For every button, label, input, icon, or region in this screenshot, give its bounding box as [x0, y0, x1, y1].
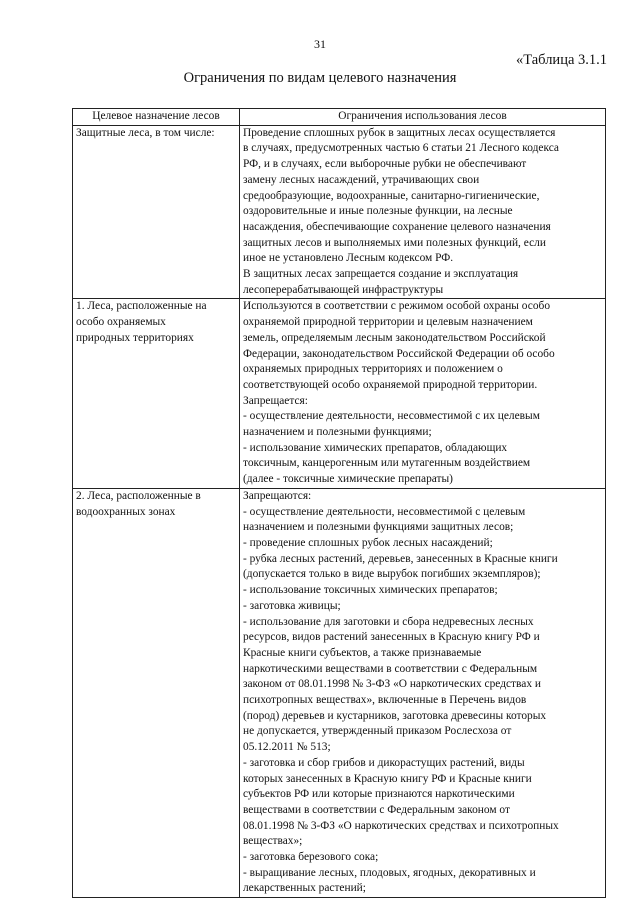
cell-text-line: Запрещаются: — [243, 489, 312, 502]
cell-text-line: - использование токсичных химических препаратов; — [243, 584, 498, 597]
cell-text-line: (допускается только в виде вырубок погибших экземпляров); — [243, 568, 541, 581]
cell-text-line: - осуществление деятельности, несовместимой с целевым — [243, 505, 526, 518]
cell-text-line: (пород) деревьев и кустарников, заготовка древесины которых — [243, 709, 547, 722]
cell-text-line: (далее - токсичные химические препараты) — [243, 473, 453, 486]
restrictions-cell — [240, 299, 606, 488]
cell-text-line: В защитных лесах запрещается создание и эксплуатация — [243, 268, 519, 281]
cell-text-line: особо охраняемых — [76, 316, 166, 329]
restrictions-table — [72, 108, 606, 898]
cell-text-line: Защитные леса, в том числе: — [76, 126, 215, 139]
cell-text-line: иное не установлено Лесным кодексом РФ. — [243, 252, 454, 265]
cell-text-line: - использование для заготовки и сбора недревесных лесных — [243, 615, 534, 628]
cell-text-line: лекарственных растений; — [243, 882, 366, 895]
cell-text-line: оздоровительные и иные полезные функции, на лесные — [243, 205, 513, 218]
page-title: Ограничения по видам целевого назначения — [183, 70, 457, 86]
cell-text-line: насаждения, обеспечивающие сохранение целевого назначения — [243, 220, 551, 233]
cell-text-line: назначением и полезными функциями защитных лесов; — [243, 521, 514, 534]
cell-text-line: Красные книги субъектов, а также признаваемые — [243, 646, 482, 659]
cell-text-line: - выращивание лесных, плодовых, ягодных, декоративных и — [243, 866, 536, 879]
cell-text-line: средообразующие, водоохранные, санитарно-гигиенические, — [243, 189, 540, 202]
cell-text-line: 08.01.1998 № 3-ФЗ «О наркотических средствах и психотропных — [243, 819, 559, 832]
cell-text-line: Федерации, законодательством Российской Федерации об особо — [243, 347, 555, 360]
cell-text-line: - проведение сплошных рубок лесных насаждений; — [243, 536, 493, 549]
cell-text-line: защитных лесов и выполняемых ими полезных функций, если — [243, 236, 546, 249]
cell-text-line: субъектов РФ или которые признаются наркотическими — [243, 788, 515, 801]
cell-text-line: - рубка лесных растений, деревьев, занесенных в Красные книги — [243, 552, 558, 565]
cell-text-line: 2. Леса, расположенные в — [76, 489, 201, 502]
cell-text-line: ресурсов, видов растений занесенных в Красную книгу РФ и — [243, 631, 540, 644]
restrictions-cell — [240, 488, 606, 897]
page-number: 31 — [314, 37, 326, 51]
cell-text-line: соответствующей особо охраняемой природной территории. — [243, 378, 538, 391]
cell-text-line: веществами в соответствии с Федеральным законом от — [243, 803, 510, 816]
table-row — [73, 125, 606, 299]
column-header-purpose: Целевое назначение лесов — [73, 109, 240, 126]
cell-text-line: назначением и полезными функциями; — [243, 426, 432, 439]
cell-text-line: Проведение сплошных рубок в защитных лесах осуществляется — [243, 126, 556, 139]
table-reference: «Таблица 3.1.1 — [516, 52, 608, 68]
cell-text-line: - использование химических препаратов, обладающих — [243, 441, 508, 454]
table-row — [73, 299, 606, 488]
cell-text-line: охраняемых природных территориях и положением о — [243, 363, 503, 376]
cell-text-line: Запрещается: — [243, 394, 308, 407]
cell-text-line: земель, определяемым лесным законодательством Российской — [243, 331, 546, 344]
cell-text-line: наркотическими веществами в соответствии с Федеральным — [243, 662, 538, 675]
cell-text-line: веществах»; — [243, 835, 303, 848]
restrictions-cell — [240, 125, 606, 299]
cell-text-line: 1. Леса, расположенные на — [76, 300, 207, 313]
cell-text-line: - заготовка и сбор грибов и дикорастущих растений, виды — [243, 756, 525, 769]
cell-text-line: в случаях, предусмотренных частью 6 статьи 21 Лесного кодекса — [243, 142, 559, 155]
cell-text-line: которых занесенных в Красную книгу РФ и Красные книги — [243, 772, 532, 785]
cell-text-line: РФ, и в случаях, если выборочные рубки не обеспечивают — [243, 158, 527, 171]
purpose-cell — [73, 488, 240, 897]
table-body — [73, 125, 606, 897]
cell-text-line: охраняемой природной территории и целевым назначением — [243, 316, 533, 329]
purpose-cell — [73, 299, 240, 488]
cell-text-line: психотропных веществах», включенные в Перечень видов — [243, 694, 527, 707]
table-header-row — [73, 109, 606, 126]
cell-text-line: лесоперерабатывающей инфраструктуры — [243, 283, 444, 296]
cell-text-line: не допускается, утвержденный приказом Рослесхоза от — [243, 725, 512, 738]
cell-text-line: 05.12.2011 № 513; — [243, 741, 331, 754]
cell-text-line: замену лесных насаждений, утрачивающих свои — [243, 173, 480, 186]
cell-text-line: водоохранных зонах — [76, 505, 176, 518]
cell-text-line: природных территориях — [76, 331, 194, 344]
cell-text-line: - заготовка березового сока; — [243, 851, 379, 864]
purpose-cell — [73, 125, 240, 299]
cell-text-line: Используются в соответствии с режимом особой охраны особо — [243, 300, 551, 313]
cell-text-line: токсичным, канцерогенным или мутагенным воздействием — [243, 457, 531, 470]
cell-text-line: законом от 08.01.1998 № 3-ФЗ «О наркотических средствах и — [243, 678, 541, 691]
cell-text-line: - осуществление деятельности, несовместимой с их целевым — [243, 410, 540, 423]
column-header-restrictions: Ограничения использования лесов — [240, 109, 606, 126]
table-row — [73, 488, 606, 897]
cell-text-line: - заготовка живицы; — [243, 599, 341, 612]
